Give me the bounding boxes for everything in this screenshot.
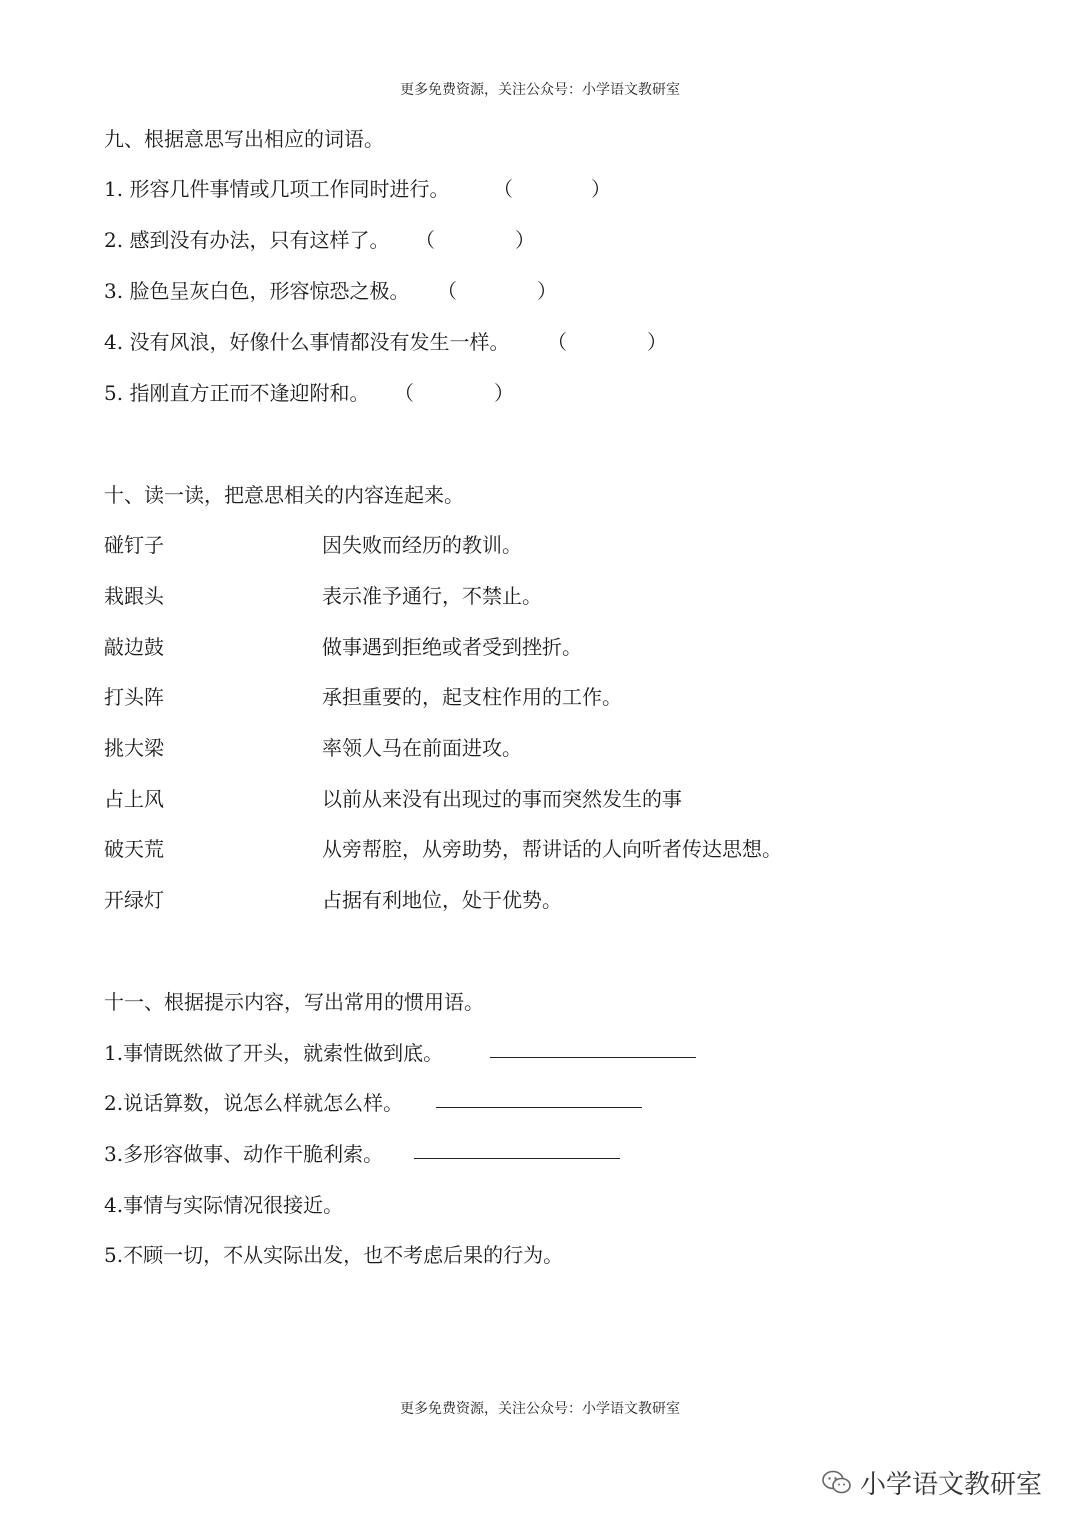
answer-paren-open: （: [394, 381, 414, 405]
answer-paren-close: ）: [647, 330, 667, 354]
section-11-item-4: 4.事情与实际情况很接近。: [104, 1193, 344, 1217]
section-11-item-1: 1.事情既然做了开头，就索性做到底。: [104, 1041, 444, 1065]
idiom-term: 敲边鼓: [104, 635, 164, 659]
idiom-term: 破天荒: [104, 837, 164, 861]
page-footer: 更多免费资源，关注公众号：小学语文教研室: [400, 1401, 680, 1417]
section-11-title: 十一、根据提示内容，写出常用的惯用语。: [104, 990, 484, 1014]
answer-blank-line: [414, 1158, 620, 1159]
idiom-term: 开绿灯: [104, 888, 164, 912]
section-10-title: 十、读一读，把意思相关的内容连起来。: [104, 483, 464, 507]
section-9-item-3: 3. 脸色呈灰白色，形容惊恐之极。: [104, 279, 410, 303]
section-9-item-5: 5. 指刚直方正而不逢迎附和。: [104, 381, 370, 405]
idiom-term: 挑大梁: [104, 736, 164, 760]
idiom-meaning: 表示准予通行，不禁止。: [322, 584, 542, 608]
answer-paren-open: （: [437, 279, 457, 303]
idiom-meaning: 承担重要的，起支柱作用的工作。: [322, 685, 622, 709]
answer-paren-open: （: [547, 330, 567, 354]
section-9-item-4: 4. 没有风浪，好像什么事情都没有发生一样。: [104, 330, 510, 354]
idiom-meaning: 因失败而经历的教训。: [322, 533, 522, 557]
answer-paren-open: （: [493, 177, 513, 201]
idiom-meaning: 率领人马在前面进攻。: [322, 736, 522, 760]
wechat-icon: [822, 1470, 852, 1496]
answer-paren-close: ）: [591, 177, 611, 201]
answer-paren-close: ）: [515, 228, 535, 252]
idiom-meaning: 做事遇到拒绝或者受到挫折。: [322, 635, 582, 659]
answer-paren-close: ）: [537, 279, 557, 303]
answer-paren-close: ）: [494, 381, 514, 405]
idiom-term: 栽跟头: [104, 584, 164, 608]
watermark: [822, 1464, 1042, 1501]
section-11-item-3: 3.多形容做事、动作干脆利索。: [104, 1142, 384, 1166]
page-header: 更多免费资源，关注公众号：小学语文教研室: [400, 82, 680, 98]
answer-paren-open: （: [415, 228, 435, 252]
section-11-item-2: 2.说话算数，说怎么样就怎么样。: [104, 1091, 404, 1115]
section-9-title: 九、根据意思写出相应的词语。: [104, 127, 384, 151]
idiom-term: 碰钉子: [104, 533, 164, 557]
section-9-item-2: 2. 感到没有办法，只有这样了。: [104, 228, 390, 252]
idiom-meaning: 占据有利地位，处于优势。: [322, 888, 562, 912]
idiom-meaning: 以前从来没有出现过的事而突然发生的事: [322, 787, 682, 811]
section-11-item-5: 5.不顾一切，不从实际出发，也不考虑后果的行为。: [104, 1243, 564, 1267]
idiom-meaning: 从旁帮腔，从旁助势，帮讲话的人向听者传达思想。: [322, 837, 782, 861]
answer-blank-line: [436, 1107, 642, 1108]
answer-blank-line: [490, 1057, 696, 1058]
idiom-term: 占上风: [104, 787, 164, 811]
watermark-text: 小学语文教研室: [860, 1470, 1043, 1500]
section-9-item-1: 1. 形容几件事情或几项工作同时进行。: [104, 177, 450, 201]
idiom-term: 打头阵: [104, 685, 164, 709]
